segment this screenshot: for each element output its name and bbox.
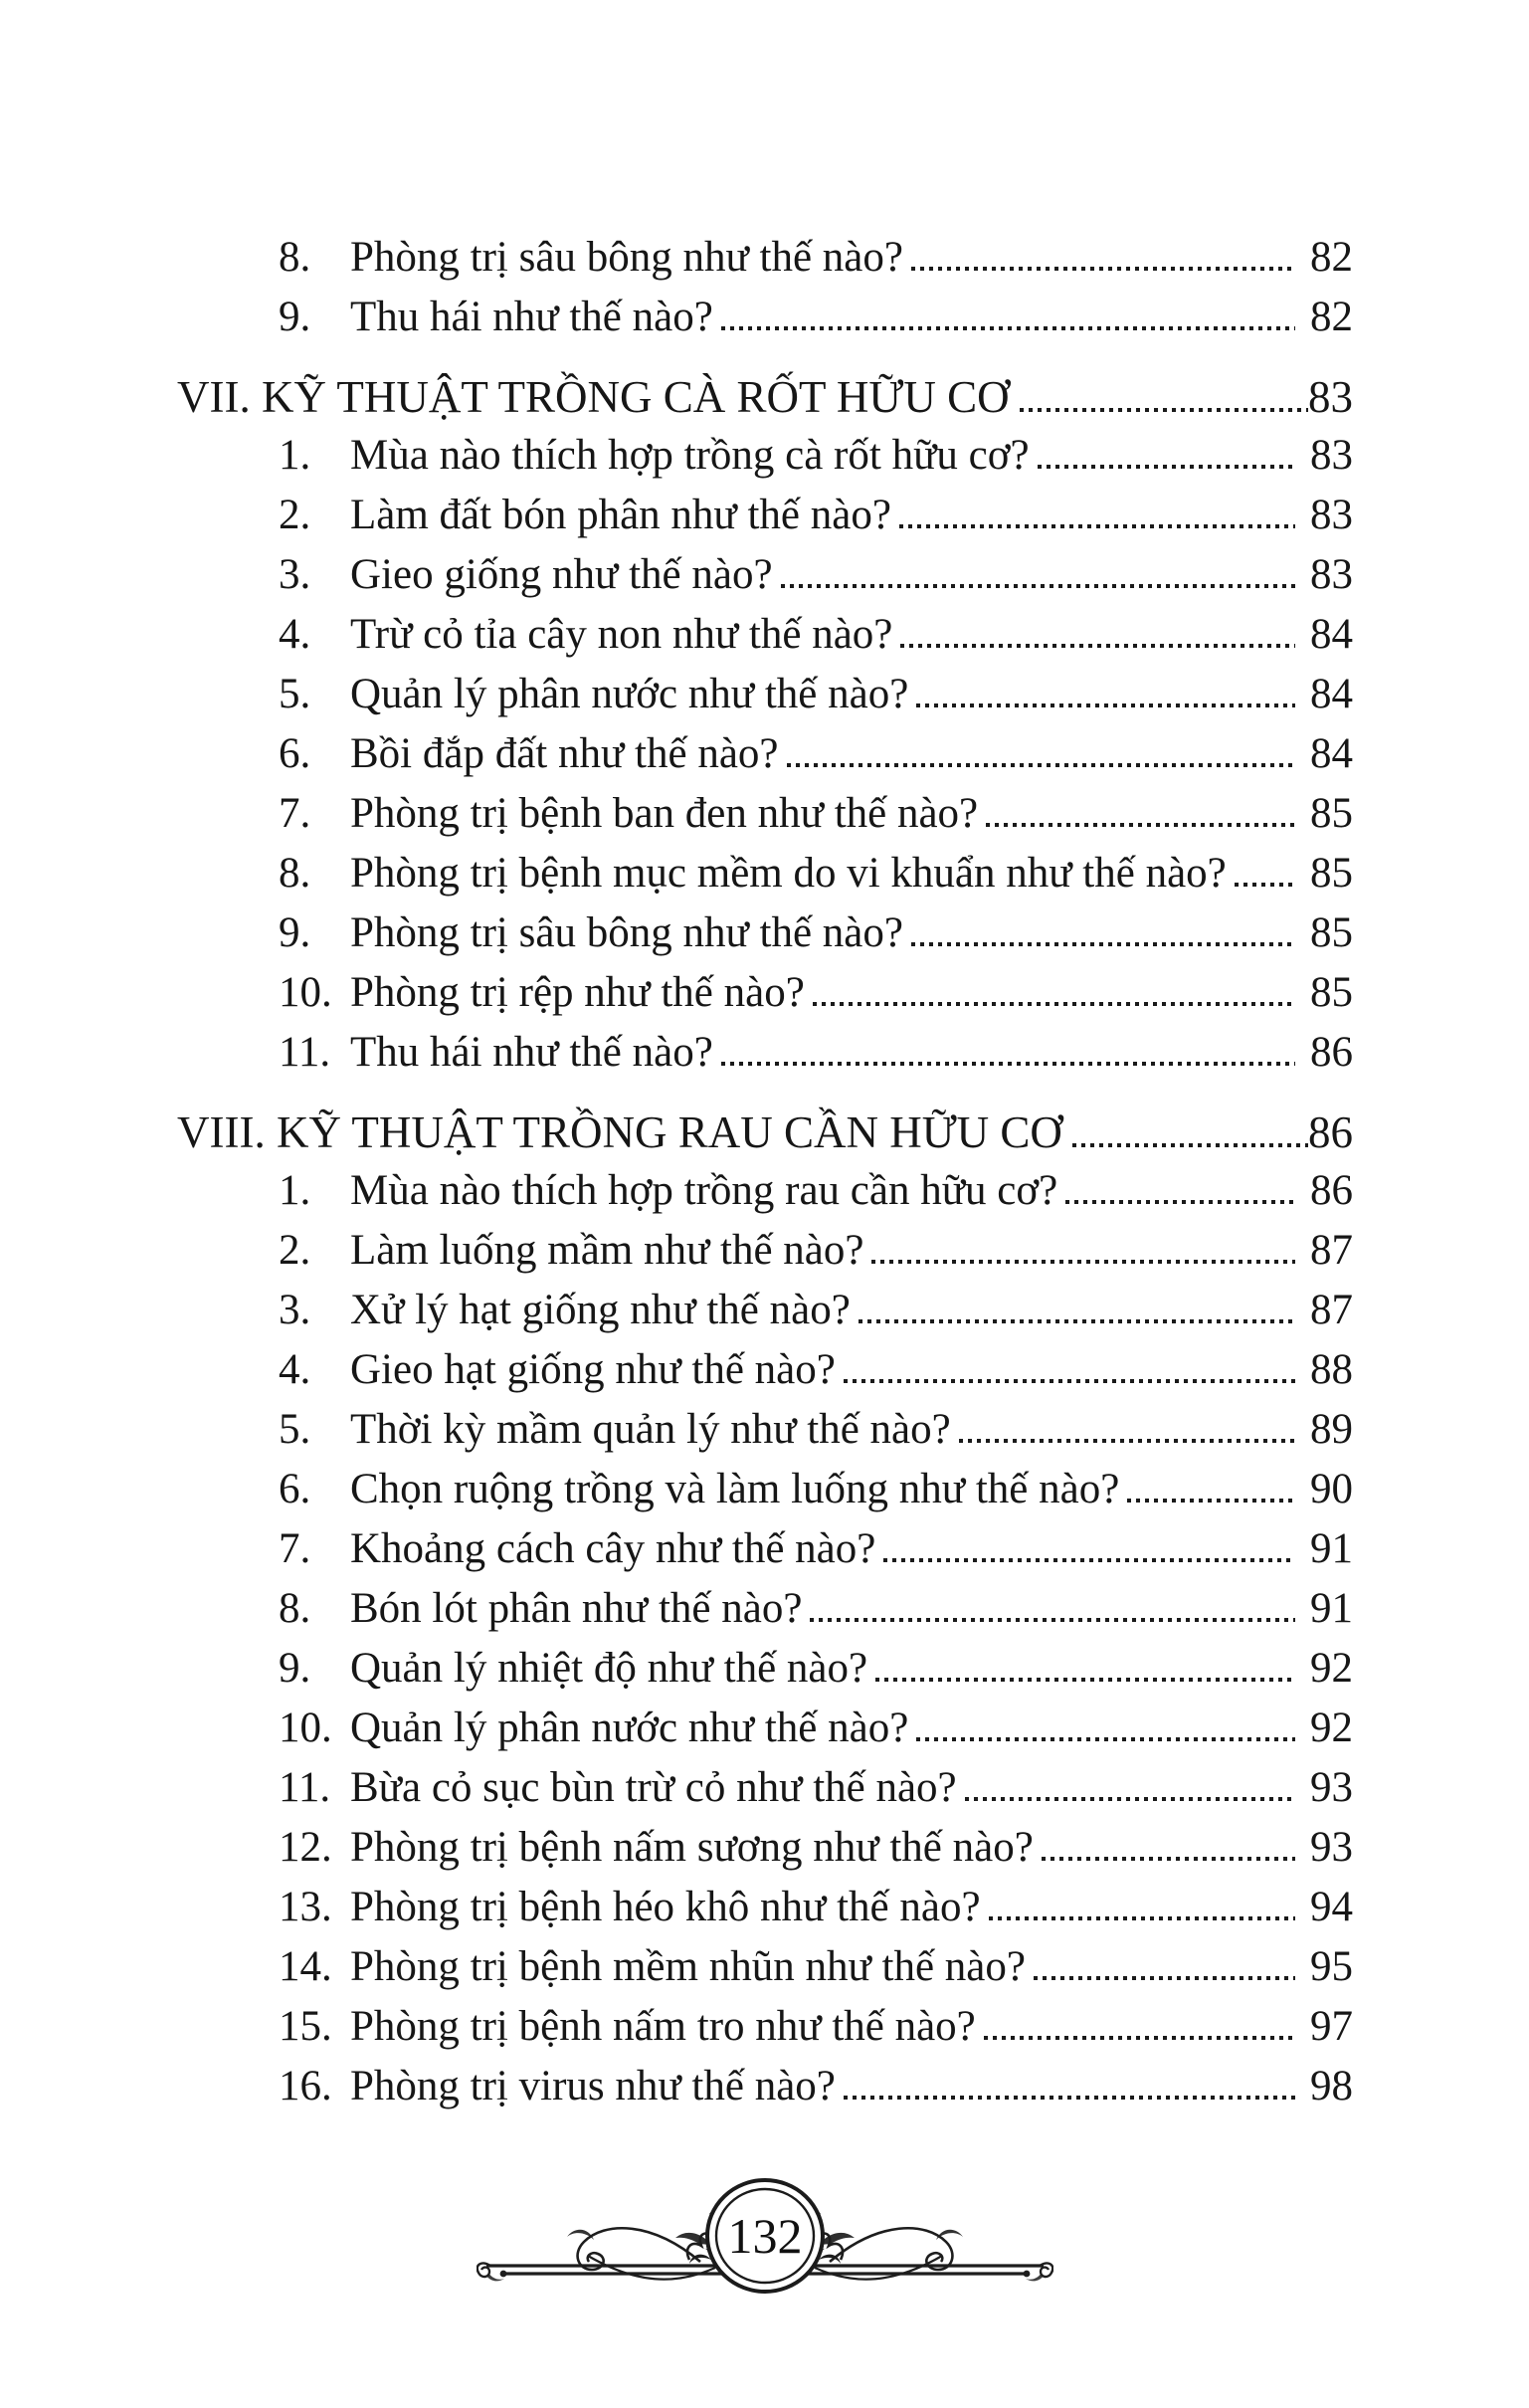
toc-page-ref: 91 bbox=[1310, 1525, 1353, 1572]
dot-leader bbox=[965, 1797, 1295, 1802]
toc-item-label: Trừ cỏ tỉa cây non như thế nào? bbox=[350, 611, 893, 658]
toc-item-number: 14. bbox=[279, 1943, 332, 1990]
dot-leader bbox=[721, 326, 1295, 331]
dot-leader bbox=[1034, 1976, 1295, 1981]
toc-page-ref: 92 bbox=[1310, 1705, 1353, 1751]
dot-leader bbox=[1042, 1857, 1295, 1862]
toc-item-row bbox=[177, 1704, 1353, 1763]
toc-page-ref: 93 bbox=[1310, 1824, 1353, 1871]
toc-item-label: Gieo giống như thế nào? bbox=[350, 551, 773, 598]
toc-page-ref: 87 bbox=[1310, 1227, 1353, 1274]
dot-leader bbox=[1065, 1200, 1295, 1205]
toc-item-row bbox=[177, 1226, 1353, 1286]
toc-section-row bbox=[177, 371, 1353, 431]
toc-item-label: Phòng trị bệnh nấm tro như thế nào? bbox=[350, 2003, 976, 2050]
toc-list bbox=[177, 233, 1353, 2121]
toc-item-label: Chọn ruộng trồng và làm luống như thế nào? bbox=[350, 1466, 1120, 1512]
toc-item-number: 6. bbox=[279, 1466, 311, 1512]
toc-page-ref: 98 bbox=[1310, 2063, 1353, 2109]
toc-page-ref: 82 bbox=[1310, 234, 1353, 281]
toc-page-ref: 87 bbox=[1310, 1287, 1353, 1333]
toc-item-number: 15. bbox=[279, 2003, 332, 2050]
toc-item-number: 11. bbox=[279, 1764, 331, 1811]
toc-item-row bbox=[177, 1286, 1353, 1345]
toc-page-ref: 83 bbox=[1310, 551, 1353, 598]
dot-leader bbox=[883, 1558, 1295, 1563]
toc-item-number: 8. bbox=[279, 850, 311, 897]
toc-page-ref: 95 bbox=[1310, 1943, 1353, 1990]
toc-page-ref: 84 bbox=[1310, 611, 1353, 658]
toc-page-ref: 86 bbox=[1308, 1107, 1353, 1157]
toc-item-row bbox=[177, 1644, 1353, 1704]
dot-leader bbox=[859, 1319, 1295, 1324]
toc-item-label: Phòng trị bệnh mềm nhũn như thế nào? bbox=[350, 1943, 1026, 1990]
toc-item-number: 11. bbox=[279, 1029, 331, 1076]
toc-item-row bbox=[177, 550, 1353, 610]
toc-item-number: 1. bbox=[279, 1167, 311, 1214]
toc-item-row bbox=[177, 1584, 1353, 1644]
toc-item-row bbox=[177, 1405, 1353, 1465]
toc-item-label: Phòng trị bệnh ban đen như thế nào? bbox=[350, 790, 979, 837]
toc-item-label: Quản lý phân nước như thế nào? bbox=[350, 1705, 909, 1751]
toc-page-ref: 85 bbox=[1310, 969, 1353, 1016]
toc-page-ref: 85 bbox=[1310, 909, 1353, 956]
toc-page-ref: 88 bbox=[1310, 1346, 1353, 1393]
toc-section-row bbox=[177, 1106, 1353, 1166]
dot-leader bbox=[1127, 1499, 1295, 1504]
toc-page-ref: 83 bbox=[1308, 372, 1353, 422]
toc-item-label: Quản lý phân nước như thế nào? bbox=[350, 671, 909, 717]
toc-section-title: VIII. KỸ THUẬT TRỒNG RAU CẦN HỮU CƠ bbox=[177, 1107, 1062, 1157]
toc-item-number: 6. bbox=[279, 730, 311, 777]
toc-item-row bbox=[177, 491, 1353, 550]
toc-item-number: 2. bbox=[279, 1227, 311, 1274]
toc-item-number: 3. bbox=[279, 1287, 311, 1333]
toc-item-number: 10. bbox=[279, 969, 332, 1016]
toc-item-label: Bón lót phân như thế nào? bbox=[350, 1585, 803, 1632]
toc-item-label: Thu hái như thế nào? bbox=[350, 294, 713, 340]
toc-item-label: Mùa nào thích hợp trồng rau cần hữu cơ? bbox=[350, 1167, 1058, 1214]
dot-leader bbox=[916, 703, 1295, 708]
toc-item-label: Thu hái như thế nào? bbox=[350, 1029, 713, 1076]
dot-leader bbox=[810, 1618, 1295, 1623]
toc-item-number: 2. bbox=[279, 492, 311, 538]
page-footer bbox=[0, 2174, 1529, 2306]
toc-item-row bbox=[177, 849, 1353, 908]
toc-page-ref: 91 bbox=[1310, 1585, 1353, 1632]
toc-item-row bbox=[177, 1345, 1353, 1405]
toc-item-label: Bồi đắp đất như thế nào? bbox=[350, 730, 779, 777]
dot-leader bbox=[721, 1062, 1295, 1067]
toc-item-row bbox=[177, 233, 1353, 293]
toc-page-ref: 93 bbox=[1310, 1764, 1353, 1811]
toc-item-label: Gieo hạt giống như thế nào? bbox=[350, 1346, 836, 1393]
toc-item-row bbox=[177, 1028, 1353, 1088]
toc-item-label: Quản lý nhiệt độ như thế nào? bbox=[350, 1645, 868, 1692]
toc-page-ref: 92 bbox=[1310, 1645, 1353, 1692]
toc-page-ref: 84 bbox=[1310, 671, 1353, 717]
flourish-divider-icon bbox=[477, 2174, 1053, 2306]
toc-page-ref: 94 bbox=[1310, 1884, 1353, 1930]
toc-item-row bbox=[177, 1524, 1353, 1584]
toc-item-label: Thời kỳ mầm quản lý như thế nào? bbox=[350, 1406, 951, 1453]
toc-page-ref: 89 bbox=[1310, 1406, 1353, 1453]
toc-page-ref: 86 bbox=[1310, 1029, 1353, 1076]
toc-item-label: Phòng trị bệnh héo khô như thế nào? bbox=[350, 1884, 981, 1930]
toc-item-number: 10. bbox=[279, 1705, 332, 1751]
toc-item-row bbox=[177, 2002, 1353, 2062]
dot-leader bbox=[916, 1737, 1295, 1742]
toc-item-number: 7. bbox=[279, 790, 311, 837]
toc-item-row bbox=[177, 610, 1353, 670]
dot-leader bbox=[911, 267, 1295, 272]
toc-item-label: Phòng trị bệnh nấm sương như thế nào? bbox=[350, 1824, 1034, 1871]
toc-item-label: Phòng trị sâu bông như thế nào? bbox=[350, 234, 903, 281]
dot-leader bbox=[1072, 1143, 1308, 1148]
toc-item-number: 3. bbox=[279, 551, 311, 598]
dot-leader bbox=[875, 1678, 1295, 1683]
toc-item-row bbox=[177, 1823, 1353, 1883]
toc-item-row bbox=[177, 1763, 1353, 1823]
toc-item-row bbox=[177, 1166, 1353, 1226]
toc-page-ref: 84 bbox=[1310, 730, 1353, 777]
toc-item-number: 16. bbox=[279, 2063, 332, 2109]
dot-leader bbox=[900, 644, 1295, 649]
dot-leader bbox=[787, 763, 1295, 768]
toc-item-label: Phòng trị sâu bông như thế nào? bbox=[350, 909, 903, 956]
dot-leader bbox=[781, 584, 1295, 589]
dot-leader bbox=[959, 1439, 1295, 1444]
toc-item-row bbox=[177, 789, 1353, 849]
toc-item-label: Xử lý hạt giống như thế nào? bbox=[350, 1287, 851, 1333]
toc-item-label: Bừa cỏ sục bùn trừ cỏ như thế nào? bbox=[350, 1764, 957, 1811]
toc-item-number: 8. bbox=[279, 234, 311, 281]
dot-leader bbox=[1038, 465, 1295, 470]
toc-item-row bbox=[177, 431, 1353, 491]
dot-leader bbox=[986, 823, 1295, 828]
dot-leader bbox=[899, 524, 1295, 529]
dot-leader bbox=[1235, 883, 1295, 888]
toc-section-title: VII. KỸ THUẬT TRỒNG CÀ RỐT HỮU CƠ bbox=[177, 372, 1010, 422]
toc-item-number: 9. bbox=[279, 294, 311, 340]
toc-page-ref: 97 bbox=[1310, 2003, 1353, 2050]
toc-item-row bbox=[177, 1883, 1353, 1942]
toc-item-row bbox=[177, 1942, 1353, 2002]
toc-page-ref: 90 bbox=[1310, 1466, 1353, 1512]
toc-item-row bbox=[177, 670, 1353, 729]
toc-item-number: 1. bbox=[279, 432, 311, 479]
toc-item-number: 4. bbox=[279, 1346, 311, 1393]
dot-leader bbox=[984, 2036, 1295, 2041]
dot-leader bbox=[844, 2096, 1295, 2101]
toc-item-label: Mùa nào thích hợp trồng cà rốt hữu cơ? bbox=[350, 432, 1030, 479]
dot-leader bbox=[813, 1002, 1295, 1007]
toc-item-number: 4. bbox=[279, 611, 311, 658]
toc-item-number: 8. bbox=[279, 1585, 311, 1632]
toc-page-ref: 85 bbox=[1310, 850, 1353, 897]
toc-page-ref: 83 bbox=[1310, 432, 1353, 479]
dot-leader bbox=[844, 1379, 1295, 1384]
toc-item-number: 7. bbox=[279, 1525, 311, 1572]
toc-page-ref: 83 bbox=[1310, 492, 1353, 538]
dot-leader bbox=[989, 1916, 1295, 1921]
toc-item-number: 9. bbox=[279, 1645, 311, 1692]
toc-item-number: 12. bbox=[279, 1824, 332, 1871]
toc-item-row bbox=[177, 1465, 1353, 1524]
dot-leader bbox=[1020, 408, 1308, 413]
toc-item-row bbox=[177, 968, 1353, 1028]
toc-item-number: 13. bbox=[279, 1884, 332, 1930]
page-number: 132 bbox=[727, 2208, 802, 2264]
toc-item-label: Làm luống mầm như thế nào? bbox=[350, 1227, 864, 1274]
toc-page-ref: 82 bbox=[1310, 294, 1353, 340]
toc-item-label: Phòng trị rệp như thế nào? bbox=[350, 969, 805, 1016]
toc-item-row bbox=[177, 2062, 1353, 2121]
toc-item-row bbox=[177, 729, 1353, 789]
dot-leader bbox=[911, 942, 1295, 947]
dot-leader bbox=[871, 1260, 1295, 1265]
toc-item-label: Làm đất bón phân như thế nào? bbox=[350, 492, 891, 538]
toc-item-label: Phòng trị bệnh mục mềm do vi khuẩn như thế nào? bbox=[350, 850, 1227, 897]
toc-item-label: Khoảng cách cây như thế nào? bbox=[350, 1525, 876, 1572]
toc-page-ref: 86 bbox=[1310, 1167, 1353, 1214]
toc-item-number: 5. bbox=[279, 671, 311, 717]
toc-item-label: Phòng trị virus như thế nào? bbox=[350, 2063, 836, 2109]
toc-item-number: 9. bbox=[279, 909, 311, 956]
toc-page-ref: 85 bbox=[1310, 790, 1353, 837]
toc-item-number: 5. bbox=[279, 1406, 311, 1453]
toc-item-row bbox=[177, 293, 1353, 352]
toc-item-row bbox=[177, 908, 1353, 968]
